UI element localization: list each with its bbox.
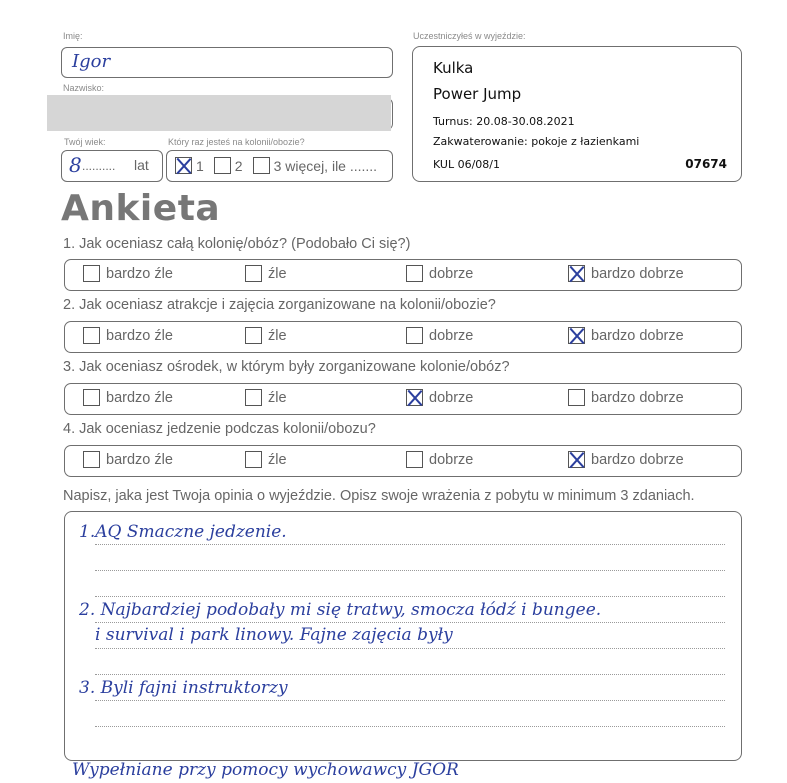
times-label: Który raz jesteś na kolonii/obozie? bbox=[168, 137, 305, 147]
q4-checkbox-zle[interactable] bbox=[245, 451, 262, 468]
opinion-entry-3: i survival i park linowy. Fajne zajęcia były bbox=[95, 625, 453, 645]
dotted-line bbox=[95, 726, 725, 727]
q1-checkbox-dobrze[interactable] bbox=[406, 265, 423, 282]
times-option-3: 3 więcej, ile ....... bbox=[273, 157, 378, 174]
opinion-entry-2: 2. Najbardziej podobały mi się tratwy, smocza łódź i bungee. bbox=[79, 600, 602, 620]
age-value: 8 bbox=[69, 153, 82, 177]
q3-option-label: źle bbox=[268, 389, 287, 406]
q2-option-label: źle bbox=[268, 327, 287, 344]
redaction-block bbox=[47, 95, 391, 131]
q1-option-label: dobrze bbox=[429, 265, 474, 282]
trip-code: KUL 06/08/1 bbox=[433, 158, 500, 171]
trip-label: Uczestniczyłeś w wyjeździe: bbox=[413, 31, 526, 41]
q2-option-label: bardzo dobrze bbox=[591, 327, 684, 344]
q1-option-label: źle bbox=[268, 265, 287, 282]
age-dots: .......... bbox=[82, 159, 116, 173]
opinion-prompt: Napisz, jaka jest Twoja opinia o wyjeździe. Opisz swoje wrażenia z pobytu w minimum 3 zdaniach. bbox=[63, 488, 695, 504]
opinion-box[interactable] bbox=[64, 511, 742, 761]
opinion-entry-1: 1.AQ Smaczne jedzenie. bbox=[79, 522, 287, 542]
q2-checkbox-bardzo-dobrze[interactable] bbox=[568, 327, 585, 344]
question-4: 4. Jak oceniasz jedzenie podczas kolonii/obozu? bbox=[63, 421, 376, 437]
q4-option-label: bardzo dobrze bbox=[591, 451, 684, 468]
dotted-line bbox=[95, 544, 725, 545]
trip-number: 07674 bbox=[685, 157, 727, 171]
q3-checkbox-bardzo-dobrze[interactable] bbox=[568, 389, 585, 406]
question-1: 1. Jak oceniasz całą kolonię/obóz? (Podobało Ci się?) bbox=[63, 236, 411, 252]
age-field[interactable] bbox=[61, 150, 163, 182]
answer-row-4 bbox=[64, 445, 742, 477]
q2-checkbox-bardzo-zle[interactable] bbox=[83, 327, 100, 344]
survey-title: Ankieta bbox=[61, 188, 221, 229]
times-checkbox-1[interactable] bbox=[175, 157, 192, 174]
q3-checkbox-dobrze[interactable] bbox=[406, 389, 423, 406]
dotted-line bbox=[95, 570, 725, 571]
dotted-line bbox=[95, 674, 725, 675]
q4-checkbox-bardzo-dobrze[interactable] bbox=[568, 451, 585, 468]
q4-option-label: źle bbox=[268, 451, 287, 468]
q1-option-label: bardzo dobrze bbox=[591, 265, 684, 282]
q2-option-label: bardzo źle bbox=[106, 327, 173, 344]
answer-row-3 bbox=[64, 383, 742, 415]
name-value: Igor bbox=[72, 51, 111, 72]
answer-row-2 bbox=[64, 321, 742, 353]
name-field[interactable] bbox=[61, 47, 393, 78]
times-option-2: 2 bbox=[234, 157, 243, 174]
times-checkbox-3[interactable] bbox=[253, 157, 270, 174]
q2-checkbox-dobrze[interactable] bbox=[406, 327, 423, 344]
q3-option-label: bardzo źle bbox=[106, 389, 173, 406]
question-3: 3. Jak oceniasz ośrodek, w którym były zorganizowane kolonie/obóz? bbox=[63, 359, 510, 375]
question-2: 2. Jak oceniasz atrakcje i zajęcia zorganizowane na kolonii/obozie? bbox=[63, 297, 496, 313]
q2-option-label: dobrze bbox=[429, 327, 474, 344]
q4-checkbox-dobrze[interactable] bbox=[406, 451, 423, 468]
q1-checkbox-bardzo-dobrze[interactable] bbox=[568, 265, 585, 282]
dotted-line bbox=[95, 596, 725, 597]
q2-checkbox-zle[interactable] bbox=[245, 327, 262, 344]
trip-card bbox=[412, 46, 742, 182]
q3-checkbox-bardzo-zle[interactable] bbox=[83, 389, 100, 406]
answer-row-1 bbox=[64, 259, 742, 291]
footer-note: Wypełniane przy pomocy wychowawcy JGOR bbox=[72, 760, 459, 780]
times-checkbox-2[interactable] bbox=[214, 157, 231, 174]
times-option-1: 1 bbox=[196, 157, 204, 174]
trip-accommodation: Zakwaterowanie: pokoje z łazienkami bbox=[433, 135, 640, 148]
q1-option-label: bardzo źle bbox=[106, 265, 173, 282]
name-label: Imię: bbox=[63, 31, 83, 41]
q1-checkbox-zle[interactable] bbox=[245, 265, 262, 282]
q3-option-label: dobrze bbox=[429, 389, 474, 406]
trip-line-1: Kulka bbox=[433, 59, 474, 77]
trip-line-2: Power Jump bbox=[433, 85, 522, 103]
q4-option-label: bardzo źle bbox=[106, 451, 173, 468]
times-field bbox=[166, 150, 393, 182]
q3-checkbox-zle[interactable] bbox=[245, 389, 262, 406]
q4-checkbox-bardzo-zle[interactable] bbox=[83, 451, 100, 468]
trip-turnus: Turnus: 20.08-30.08.2021 bbox=[433, 115, 575, 128]
q1-checkbox-bardzo-zle[interactable] bbox=[83, 265, 100, 282]
q3-option-label: bardzo dobrze bbox=[591, 389, 684, 406]
dotted-line bbox=[95, 700, 725, 701]
opinion-entry-4: 3. Byli fajni instruktorzy bbox=[79, 678, 288, 698]
age-unit: lat bbox=[134, 157, 149, 173]
surname-label: Nazwisko: bbox=[63, 83, 105, 93]
dotted-line bbox=[95, 648, 725, 649]
q4-option-label: dobrze bbox=[429, 451, 474, 468]
age-label: Twój wiek: bbox=[64, 137, 106, 147]
dotted-line bbox=[95, 622, 725, 623]
